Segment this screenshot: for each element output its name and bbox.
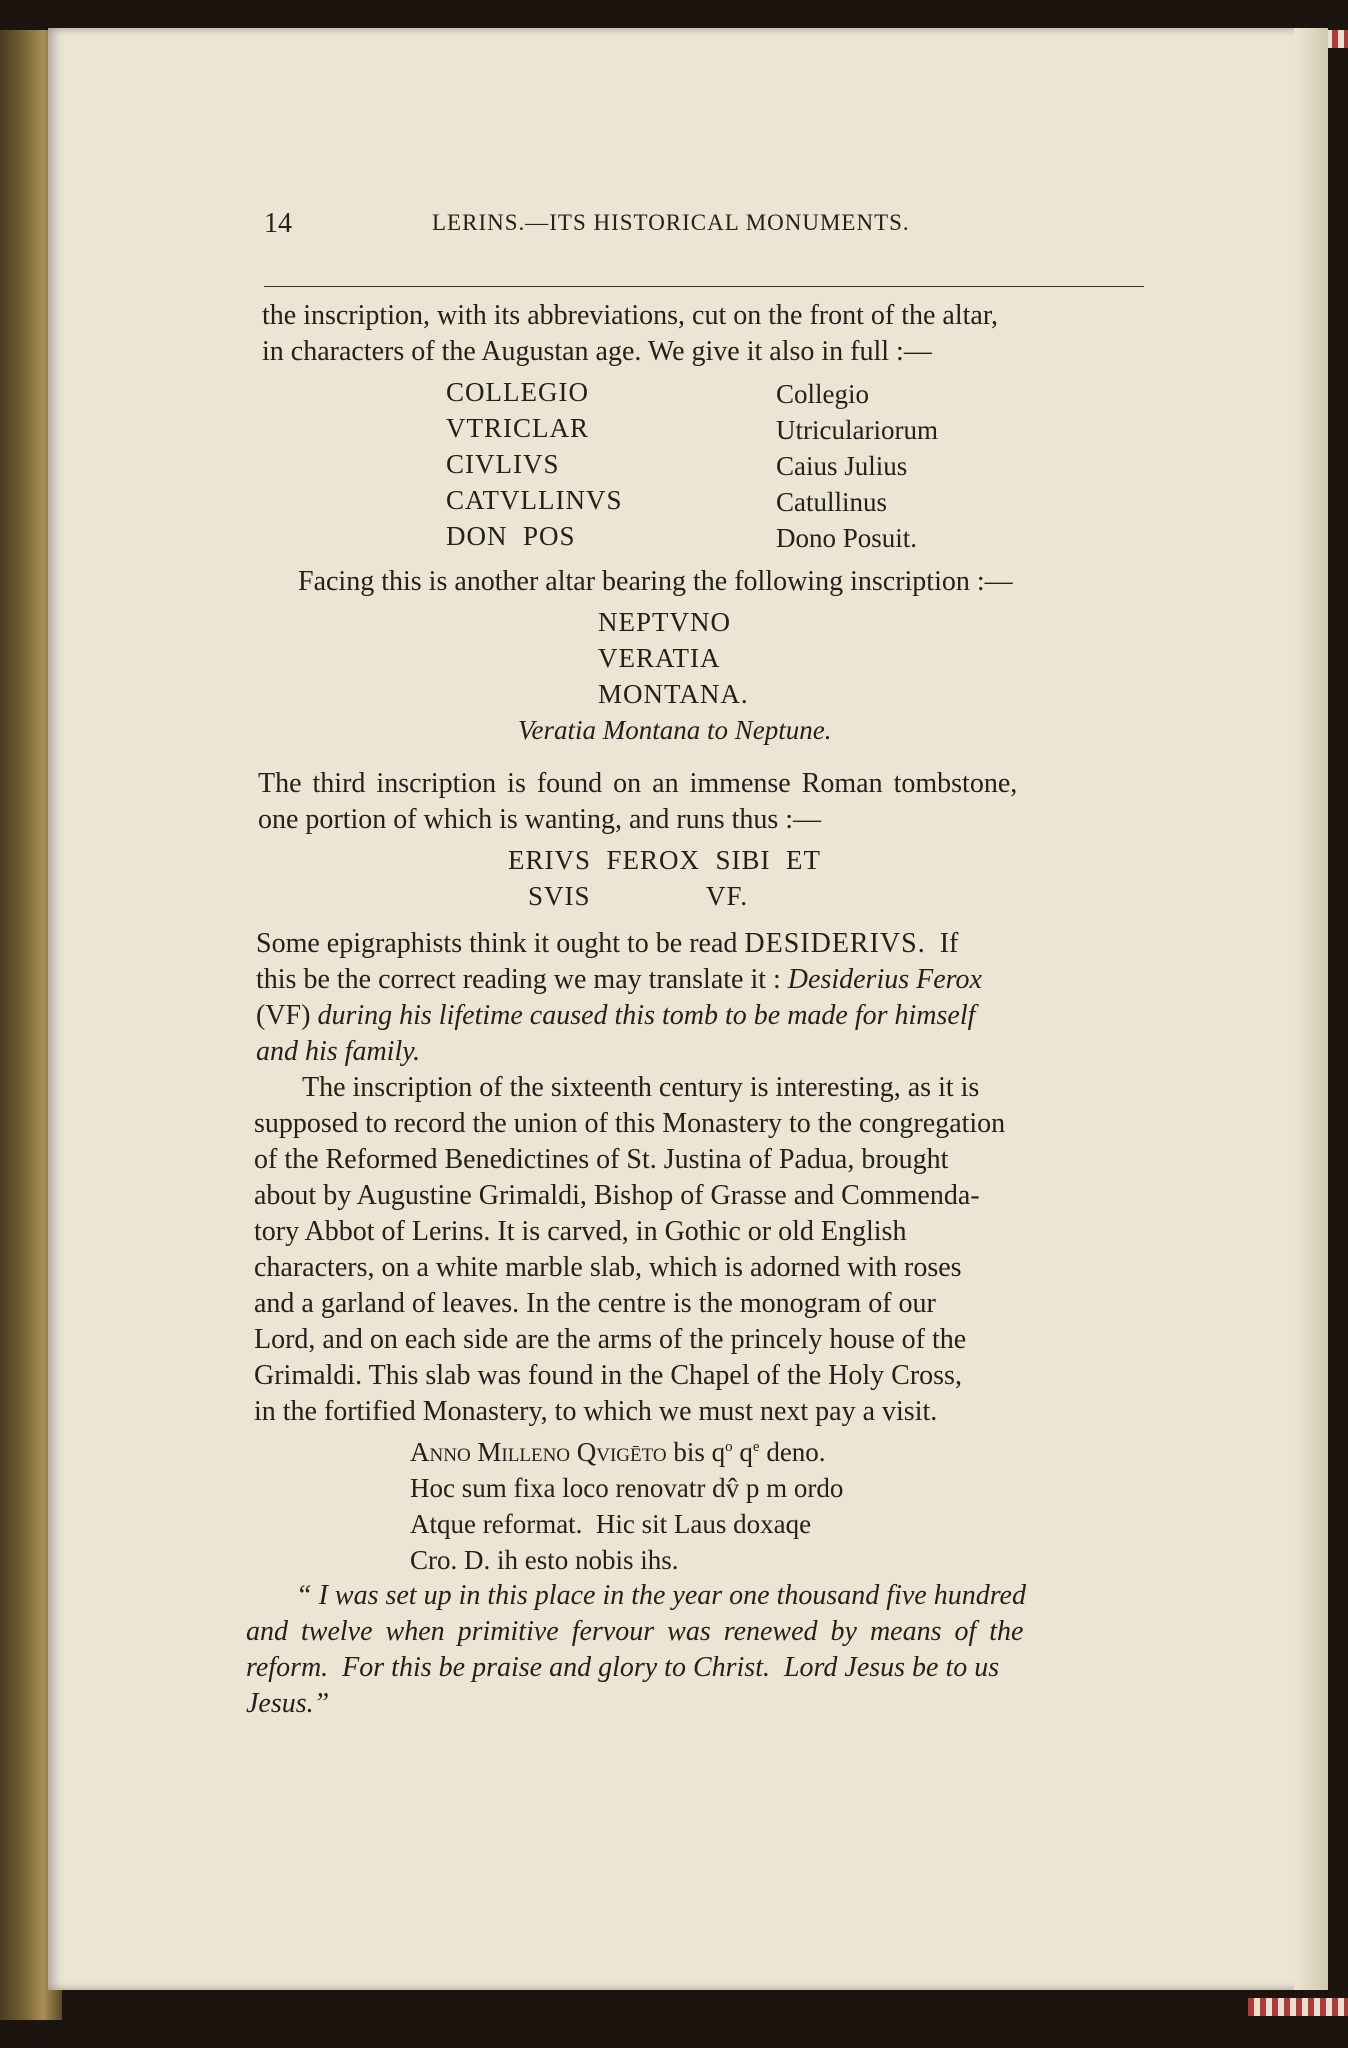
para5-line10: in the fortified Monastery, to which we must next pay a visit.	[254, 1396, 938, 1427]
inscription4-line3: Atque reformat. Hic sit Laus doxaqe	[410, 1509, 812, 1539]
page-header	[264, 200, 1144, 244]
inscription1-full-4: Catullinus	[776, 487, 888, 517]
inscription4-line1-mid: q	[732, 1437, 753, 1467]
book-page	[48, 28, 1328, 1990]
para4-line3-italic: during his lifetime caused this tomb to be made for himself	[317, 1000, 976, 1031]
para3-line1: The third inscription is found on an immense Roman tombstone,	[258, 768, 1018, 799]
inscription2-line2: VERATIA	[598, 643, 721, 673]
inscription2-line1: NEPTVNO	[598, 607, 731, 637]
para4-line2-italic: Desiderius Ferox	[787, 964, 982, 995]
inscription1-full-2: Utriculariorum	[776, 415, 938, 445]
inscription1-latin-3: CIVLIVS	[446, 449, 560, 479]
para5-line2: supposed to record the union of this Monastery to the congregation	[254, 1108, 1006, 1139]
para4-line1	[256, 926, 958, 962]
inscription4-line2: Hoc sum fixa loco renovatr dv̂ p m ordo	[410, 1473, 844, 1503]
inscription1-latin-2: VTRICLAR	[446, 413, 589, 443]
para5-line5: tory Abbot of Lerins. It is carved, in Gothic or old English	[254, 1216, 907, 1247]
para1-line1: the inscription, with its abbreviations, cut on the front of the altar,	[262, 300, 999, 331]
inscription4-line1-caps: Anno Milleno Qvigēto	[410, 1437, 667, 1467]
inscription2-translation: Veratia Montana to Neptune.	[518, 715, 832, 745]
inscription4-line1-end: deno.	[759, 1437, 826, 1467]
para5-line6: characters, on a white marble slab, which is adorned with roses	[254, 1252, 962, 1283]
para4-line1-caps: DESIDERIVS.	[744, 928, 926, 959]
para5-line4: about by Augustine Grimaldi, Bishop of Grasse and Commenda-	[254, 1180, 980, 1211]
inscription1-full-1: Collegio	[776, 379, 869, 409]
inscription3-line2b: VF.	[706, 881, 749, 911]
inscription3-line2a: SVIS	[528, 881, 591, 911]
inscription2-line3: MONTANA.	[598, 679, 749, 709]
inscription4-sup2: e	[752, 1439, 760, 1455]
para4-line3	[256, 998, 975, 1034]
inscription4-line1-rest: bis q	[666, 1437, 726, 1467]
inscription3-line1: ERIVS FEROX SIBI ET	[508, 845, 822, 875]
para3-line2: one portion of which is wanting, and runs thus :—	[258, 804, 822, 835]
translation4-line2: and twelve when primitive fervour was renewed by means of the	[246, 1616, 1024, 1647]
para4-line2-start: this be the correct reading we may translate it :	[256, 964, 788, 995]
para4-line3-start: (VF)	[256, 1000, 318, 1031]
para5-line8: Lord, and on each side are the arms of the princely house of the	[254, 1324, 967, 1355]
bookmark-ribbon-bottom	[1248, 1998, 1348, 2016]
inscription1-full-5: Dono Posuit.	[776, 523, 918, 553]
para4-line1-start: Some epigraphists think it ought to be read	[256, 928, 745, 959]
para5-line3: of the Reformed Benedictines of St. Justina of Padua, brought	[254, 1144, 949, 1175]
inscription1-latin-4: CATVLLINVS	[446, 485, 623, 515]
inscription4-line4: Cro. D. ih esto nobis ihs.	[410, 1545, 679, 1575]
inscription4-sup1: o	[725, 1439, 733, 1455]
inscription1-latin-1: COLLEGIO	[446, 377, 589, 407]
para1-line2: in characters of the Augustan age. We give it also in full :—	[262, 336, 932, 367]
para4-line2	[256, 962, 982, 998]
page-edge	[1294, 28, 1328, 1990]
para4-line4: and his family.	[256, 1036, 421, 1067]
inscription1-full-3: Caius Julius	[776, 451, 908, 481]
para2: Facing this is another altar bearing the following inscription :—	[298, 566, 1013, 597]
para5-line1: The inscription of the sixteenth century is interesting, as it is	[302, 1072, 980, 1103]
inscription1-latin-5: DON POS	[446, 521, 576, 551]
para5-line7: and a garland of leaves. In the centre is the monogram of our	[254, 1288, 936, 1319]
inscription4-line1	[410, 1434, 826, 1470]
translation4-line1: “ I was set up in this place in the year one thousand five hundred	[296, 1580, 1026, 1611]
para5-line9: Grimaldi. This slab was found in the Chapel of the Holy Cross,	[254, 1360, 962, 1391]
translation4-line3: reform. For this be praise and glory to Christ. Lord Jesus be to us	[246, 1652, 1000, 1683]
header-rule	[264, 286, 1144, 287]
page-number: 14	[264, 208, 292, 239]
translation4-line4: Jesus.”	[246, 1688, 330, 1719]
para4-line1-end: If	[925, 928, 959, 959]
running-head: LERINS.—ITS HISTORICAL MONUMENTS.	[432, 210, 910, 235]
